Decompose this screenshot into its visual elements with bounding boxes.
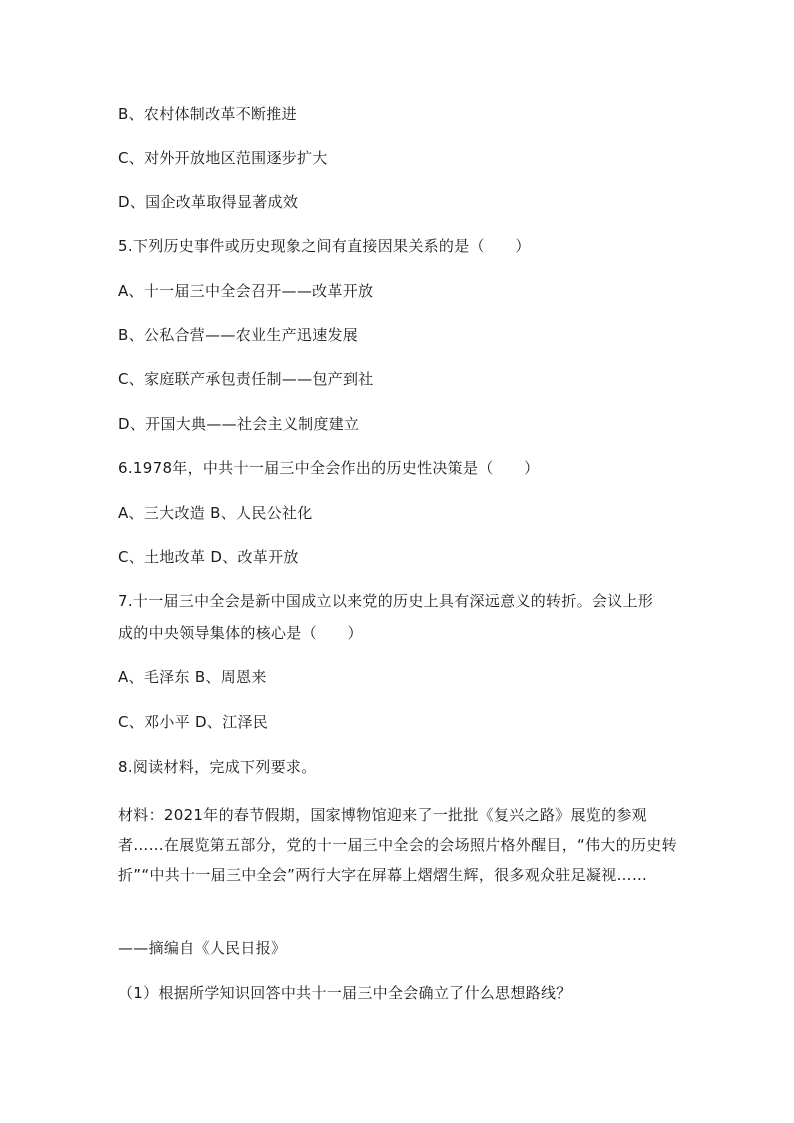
question-8-part-1: （1）根据所学知识回答中共十一届三中全会确立了什么思想路线？ xyxy=(118,984,572,1002)
question-7-line1: 7.十一届三中全会是新中国成立以来党的历史上具有深远意义的转折。会议上形 xyxy=(118,592,654,610)
option-d-q4: D、国企改革取得显著成效 xyxy=(118,193,299,211)
option-c-q5: C、家庭联产承包责任制——包产到社 xyxy=(118,370,374,388)
question-7-line2: 成的中央领导集体的核心是（ ） xyxy=(118,624,363,642)
option-b-q5: B、公私合营——农业生产迅速发展 xyxy=(118,326,359,344)
material-source: ——摘编自《人民日报》 xyxy=(118,939,287,957)
option-b-q4: B、农村体制改革不断推进 xyxy=(118,105,297,123)
option-a-q5: A、十一届三中全会召开——改革开放 xyxy=(118,282,374,300)
question-5: 5.下列历史事件或历史现象之间有直接因果关系的是（ ） xyxy=(118,237,531,255)
material-paragraph: 材料：2021年的春节假期，国家博物馆迎来了一批批《复兴之路》展览的参观者……在展览第五部分，党的十一届三中全会的会场照片格外醒目，“伟大的历史转折”“中共十一届三中全会”两行大字在屏幕上熠熠生辉，很多观众驻足凝视…… xyxy=(118,806,677,884)
question-6: 6.1978年，中共十一届三中全会作出的历史性决策是（ ） xyxy=(118,459,540,477)
options-ab-q6: A、三大改造 B、人民公社化 xyxy=(118,504,313,522)
options-cd-q6: C、土地改革 D、改革开放 xyxy=(118,548,299,566)
option-c-q4: C、对外开放地区范围逐步扩大 xyxy=(118,149,328,167)
option-d-q5: D、开国大典——社会主义制度建立 xyxy=(118,415,360,433)
question-8: 8.阅读材料，完成下列要求。 xyxy=(118,758,317,776)
options-ab-q7: A、毛泽东 B、周恩来 xyxy=(118,668,267,686)
options-cd-q7: C、邓小平 D、江泽民 xyxy=(118,713,269,731)
